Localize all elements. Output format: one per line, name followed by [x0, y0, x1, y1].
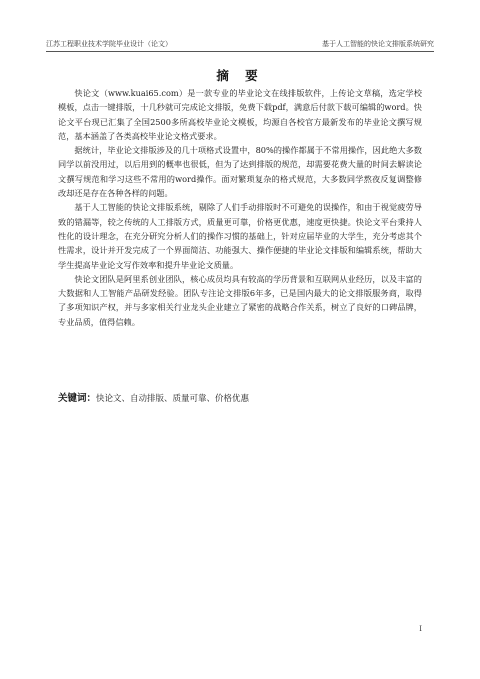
abstract-body: [58, 86, 422, 329]
header-left: 江苏工程职业技术学院毕业设计（论文）: [46, 40, 172, 48]
page-number: I: [419, 625, 422, 633]
paragraph: 快论文（www.kuai65.com）是一款专业的毕业论文在线排版软件，上传论文草稿，选定学校模板，点击一键排版，十几秒就可完成论文排版，免费下载pdf，满意后付款下载可编辑的word。快论文平台现已汇集了全国2500多所高校毕业论文模板，均源自各校官方最新发布的毕业论文撰写规范，基本涵盖了各类高校毕业论文格式要求。: [58, 88, 422, 141]
keywords-line: [58, 392, 422, 406]
abstract-title: 摘 要: [216, 68, 264, 83]
paragraph: 基于人工智能的快论文排版系统，剔除了人们手动排版时不可避免的误操作，和由于视觉疲劳导致的错漏等，较之传统的人工排版方式，质量更可靠，价格更优惠，速度更快捷。快论文平台秉持人性化的设计理念，在充分研究分析人们的操作习惯的基础上，针对应届毕业的大学生，充分考虑其个性需求，设计并开发完成了一个界面简洁、功能强大、操作便捷的毕业论文排版和编辑系统，帮助大学生提高毕业论文写作效率和提升毕业论文质量。: [58, 202, 422, 270]
paragraph: 据统计，毕业论文排版涉及的几十项格式设置中，80%的操作都属于不常用操作，因此绝大多数同学以前没用过，以后用到的概率也很低，但为了达到排版的规范，却需要花费大量的时间去解读论文撰写规范和学习这些不常用的word操作。面对繁琐复杂的格式规范，大多数同学熬夜反复调整修改却还是存在各种各样的问题。: [58, 145, 422, 199]
keywords-label: 关键词：: [58, 393, 97, 404]
header-right: 基于人工智能的快论文排版系统研究: [322, 40, 434, 48]
running-header: [46, 40, 434, 52]
paragraph: 快论文团队是阿里系创业团队，核心成员均具有较高的学历背景和互联网从业经历，以及丰富的大数据和人工智能产品研发经验。团队专注论文排版6年多，已是国内最大的论文排版服务商，取得了多项知识产权，并与多家相关行业龙头企业建立了紧密的战略合作关系，树立了良好的口碑品牌，专业品质，值得信赖。: [58, 273, 422, 327]
keywords-text: 快论文、自动排版、质量可靠、价格优惠: [96, 394, 250, 404]
